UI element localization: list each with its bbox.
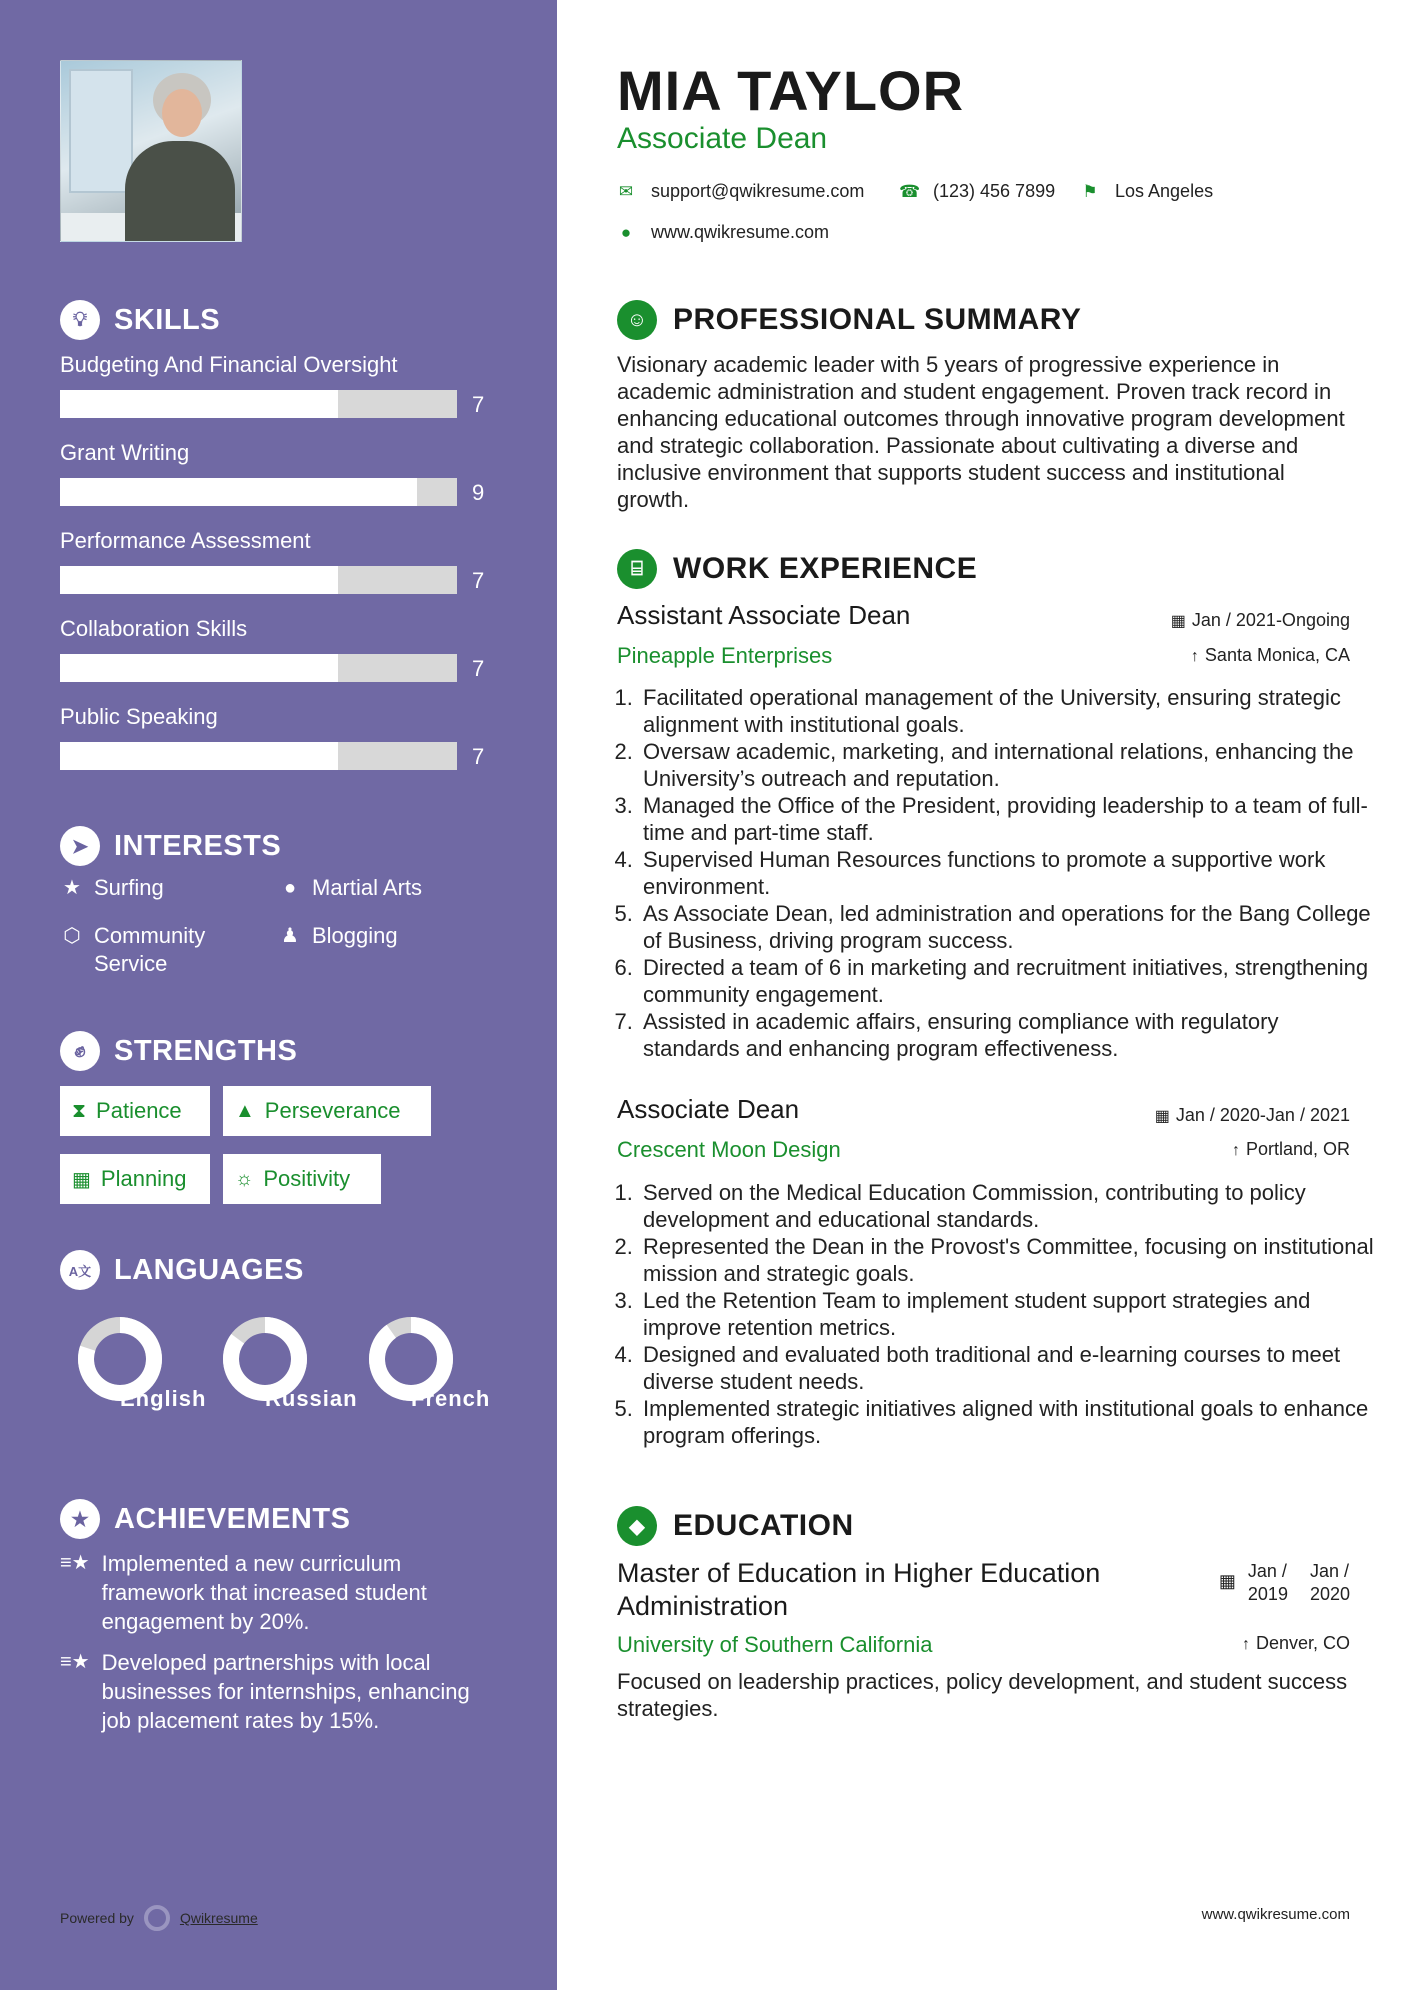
summary-heading: ☺ PROFESSIONAL SUMMARY xyxy=(617,300,1081,340)
job-dates-2: ▦ Jan / 2020-Jan / 2021 xyxy=(1154,1105,1350,1125)
translate-icon: A文 xyxy=(60,1250,100,1290)
duty-item: 7. Assisted in academic affairs, ensuring compliance with regulatory standards and enhancing program effectiveness. xyxy=(639,1008,1379,1062)
skill-bar xyxy=(60,742,457,770)
job-title: Associate Dean xyxy=(617,122,828,155)
calendar-icon: ▦ xyxy=(1170,613,1186,630)
skill-level: 7 xyxy=(472,656,485,681)
job-location-2: ↑ Portland, OR xyxy=(1231,1139,1350,1159)
map-pin-icon: ⚑ xyxy=(1082,181,1098,201)
road-icon: ▲ xyxy=(235,1099,255,1122)
strength-badge: ▦ Planning xyxy=(60,1154,210,1204)
education-dates: ▦ Jan / 2019 Jan / 2020 xyxy=(1218,1561,1350,1604)
pin-icon: ↑ xyxy=(1231,1142,1240,1159)
star-icon: ★ xyxy=(63,877,81,899)
education-heading: ◆ EDUCATION xyxy=(617,1506,854,1546)
duty-item: 5. As Associate Dean, led administration and operations for the Bang College of Business, driving program success. xyxy=(639,900,1379,954)
users-icon: ♟ xyxy=(281,925,299,947)
job-duties-2 xyxy=(617,1179,1379,1449)
languages-heading: A文 LANGUAGES xyxy=(60,1250,304,1290)
website-contact[interactable]: ● www.qwikresume.com xyxy=(617,222,829,243)
footer-website[interactable]: www.qwikresume.com xyxy=(1201,1906,1350,1923)
interest-item: ⬡ Community Service xyxy=(60,922,240,978)
interests-heading: ➤ INTERESTS xyxy=(60,826,281,866)
globe-icon: ● xyxy=(283,877,297,899)
pin-icon: ↑ xyxy=(1190,648,1199,665)
achievement-item: ≡★ Developed partnerships with local businesses for internships, enhancing job placement rates by 15%. xyxy=(60,1650,470,1733)
skill-name: Grant Writing xyxy=(60,440,190,465)
skill-level: 7 xyxy=(472,392,485,417)
language-item xyxy=(205,1314,358,1411)
qwikresume-logo-icon xyxy=(144,1905,170,1931)
experience-heading: ⌸ WORK EXPERIENCE xyxy=(617,549,977,589)
skill-level: 7 xyxy=(472,568,485,593)
skill-bar-fill xyxy=(60,390,338,418)
summary-text: Visionary academic leader with 5 years of progressive experience in academic administration and student engagement. Proven track record in enhancing educational outcomes through innovative program development and strategic collaboration. Passionate about cultivating a diverse and inclusive environment that supports student success and institutional growth. xyxy=(617,352,1345,512)
strength-badge: ▲ Perseverance xyxy=(223,1086,431,1136)
calendar-icon: ▦ xyxy=(1154,1108,1170,1125)
powered-by: Powered by Qwikresume xyxy=(60,1905,258,1931)
shooting-star-icon: ≡★ xyxy=(60,1651,90,1673)
education-location: ↑ Denver, CO xyxy=(1241,1633,1350,1653)
strength-badge: ☼ Positivity xyxy=(223,1154,381,1204)
profile-photo xyxy=(60,60,242,242)
duty-item: 6. Directed a team of 6 in marketing and recruitment initiatives, strengthening community engagement. xyxy=(639,954,1379,1008)
duty-item: 2. Represented the Dean in the Provost's Committee, focusing on institutional mission and strategic goals. xyxy=(639,1233,1379,1287)
achievement-item: ≡★ Implemented a new curriculum framework that increased student engagement by 20%. xyxy=(60,1551,427,1634)
interest-item: ● Martial Arts xyxy=(278,874,422,902)
skill-level: 7 xyxy=(472,744,485,769)
skill-level: 9 xyxy=(472,480,485,505)
lightbulb-icon: 💡︎ xyxy=(60,300,100,340)
duty-item: 4. Supervised Human Resources functions to promote a supportive work environment. xyxy=(639,846,1379,900)
skill-name: Budgeting And Financial Oversight xyxy=(60,352,398,377)
sidebar xyxy=(0,0,557,1990)
strength-badge: ⧗ Patience xyxy=(60,1086,210,1136)
skill-bar-fill xyxy=(60,566,338,594)
calendar-icon: ▦ xyxy=(1218,1571,1236,1591)
location-contact: ⚑ Los Angeles xyxy=(1082,181,1214,201)
job-company-1: Pineapple Enterprises xyxy=(617,643,833,668)
shooting-star-icon: ≡★ xyxy=(60,1552,90,1574)
main-content xyxy=(557,0,1407,1990)
duty-item: 4. Designed and evaluated both traditional and e-learning courses to meet diverse student needs. xyxy=(639,1341,1379,1395)
language-item xyxy=(60,1314,207,1411)
language-item xyxy=(351,1314,491,1411)
globe-icon: ● xyxy=(620,222,632,242)
strengths-heading: ✊︎ STRENGTHS xyxy=(60,1031,297,1071)
skill-name: Collaboration Skills xyxy=(60,616,248,641)
interest-item: ♟ Blogging xyxy=(278,922,398,950)
duty-item: 1. Facilitated operational management of the University, ensuring strategic alignment with institutional goals. xyxy=(639,684,1379,738)
user-icon: ☺ xyxy=(617,300,657,340)
job-title-1: Assistant Associate Dean xyxy=(617,600,911,630)
language-name: Russian xyxy=(265,1386,358,1411)
skill-bar-fill xyxy=(60,654,338,682)
interest-item: ★ Surfing xyxy=(60,874,164,902)
language-proficiency-arc xyxy=(377,1325,445,1393)
chair-icon: ⌸ xyxy=(617,549,657,589)
skill-bar-fill xyxy=(60,478,417,506)
pin-icon: ↑ xyxy=(1241,1636,1250,1653)
skill-bar xyxy=(60,566,457,594)
duty-item: 3. Led the Retention Team to implement student support strategies and improve retention metrics. xyxy=(639,1287,1379,1341)
achievements-heading: ★ ACHIEVEMENTS xyxy=(60,1499,350,1539)
school-name: University of Southern California xyxy=(617,1632,933,1657)
duty-item: 5. Implemented strategic initiatives aligned with institutional goals to enhance program offerings. xyxy=(639,1395,1379,1449)
skills-heading: 💡︎ SKILLS xyxy=(60,300,220,340)
fist-icon: ✊︎ xyxy=(60,1031,100,1071)
graduation-cap-icon: ◆ xyxy=(617,1506,657,1546)
shield-icon: ⬡ xyxy=(63,925,81,947)
language-name: French xyxy=(411,1386,491,1411)
skill-bar-fill xyxy=(60,742,338,770)
duty-item: 2. Oversaw academic, marketing, and international relations, enhancing the University’s outreach and reputation. xyxy=(639,738,1379,792)
job-location-1: ↑ Santa Monica, CA xyxy=(1190,645,1350,665)
paper-plane-icon: ➤ xyxy=(60,826,100,866)
duty-item: 3. Managed the Office of the President, providing leadership to a team of full-time and part-time staff. xyxy=(639,792,1379,846)
duty-item: 1. Served on the Medical Education Commission, contributing to policy development and educational standards. xyxy=(639,1179,1379,1233)
skill-bar xyxy=(60,478,457,506)
email-contact[interactable]: ✉ support@qwikresume.com xyxy=(618,181,865,201)
qwikresume-link[interactable]: Qwikresume xyxy=(179,1910,258,1926)
phone-icon: ☎ xyxy=(899,181,921,201)
degree-title: Master of Education in Higher Education Administration xyxy=(617,1558,1101,1621)
education-description: Focused on leadership practices, policy development, and student success strategies. xyxy=(617,1669,1348,1721)
job-company-2: Crescent Moon Design xyxy=(617,1137,841,1162)
job-dates-1: ▦ Jan / 2021-Ongoing xyxy=(1170,610,1350,630)
job-title-2: Associate Dean xyxy=(617,1094,800,1124)
hourglass-icon: ⧗ xyxy=(72,1099,87,1122)
award-star-icon: ★ xyxy=(60,1499,100,1539)
language-name: English xyxy=(120,1386,207,1411)
full-name: MIA TAYLOR xyxy=(617,59,965,122)
skill-name: Performance Assessment xyxy=(60,528,311,553)
envelope-icon: ✉ xyxy=(618,181,634,201)
phone-contact[interactable]: ☎ (123) 456 7899 xyxy=(899,181,1056,201)
skill-name: Public Speaking xyxy=(60,704,218,729)
calendar-icon: ▦ xyxy=(72,1168,91,1191)
job-duties-1 xyxy=(617,684,1379,1062)
skill-bar xyxy=(60,654,457,682)
skill-bar xyxy=(60,390,457,418)
sun-icon: ☼ xyxy=(235,1167,254,1190)
